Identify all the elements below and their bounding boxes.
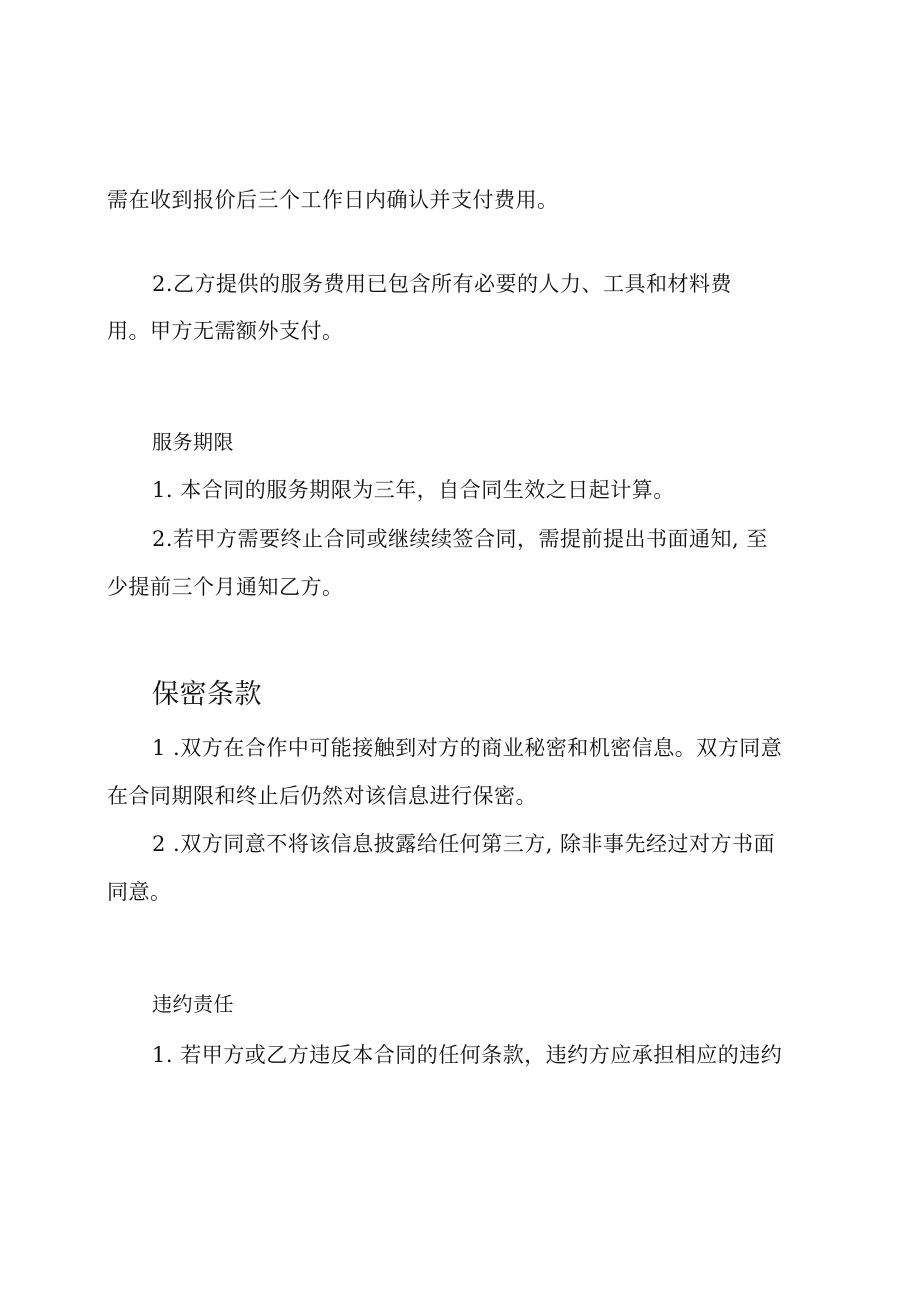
service-term-item-2-line-1: 2.若甲方需要终止合同或继续续签合同，需提前提出书面通知, 至 [152,527,768,551]
confidentiality-item-2-line-2: 同意。 [107,880,172,904]
payment-item-2-line-2: 用。甲方无需额外支付。 [107,319,344,343]
payment-continued-line: 需在收到报价后三个工作日内确认并支付费用。 [107,188,559,212]
liability-heading: 违约责任 [152,992,234,1016]
confidentiality-item-1-line-1: 1 .双方在合作中可能接触到对方的商业秘密和机密信息。双方同意 [152,736,783,760]
confidentiality-item-2-line-1: 2 .双方同意不将该信息披露给任何第三方, 除非事先经过对方书面 [152,832,776,856]
service-term-item-1: 1. 本合同的服务期限为三年，自合同生效之日起计算。 [152,478,675,502]
service-term-item-2-line-2: 少提前三个月通知乙方。 [107,575,344,599]
confidentiality-heading: 保密条款 [152,679,262,710]
confidentiality-item-1-line-2: 在合同期限和终止后仍然对该信息进行保密。 [107,784,537,808]
service-term-heading: 服务期限 [152,430,234,454]
payment-item-2-line-1: 2.乙方提供的服务费用已包含所有必要的人力、工具和材料费 [152,272,733,296]
liability-item-1-line-1: 1. 若甲方或乙方违反本合同的任何条款，违约方应承担相应的违约 [152,1043,783,1067]
